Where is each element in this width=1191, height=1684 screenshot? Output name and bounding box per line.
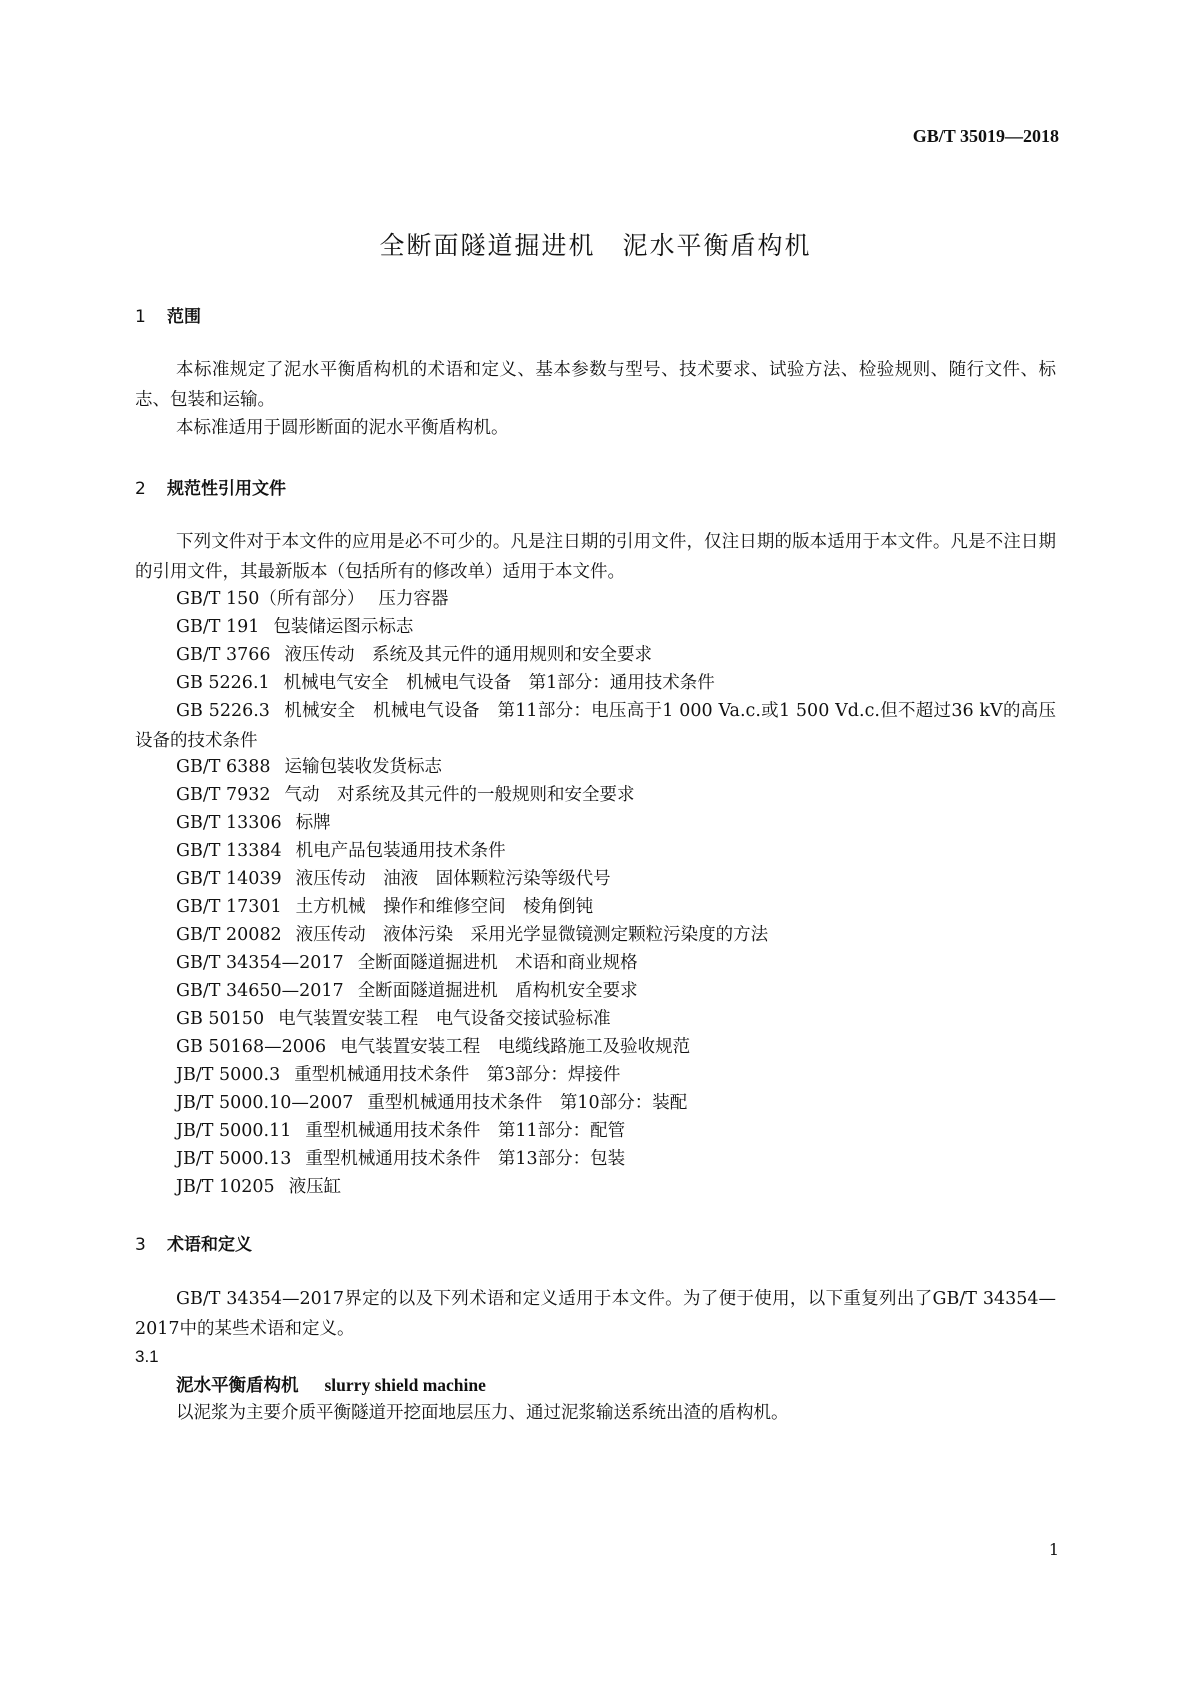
standard-number: GB/T 35019—2018 xyxy=(912,126,1059,146)
reference-title: 压力容器 xyxy=(378,589,449,609)
reference-title: 全断面隧道掘进机 盾构机安全要求 xyxy=(357,981,638,1001)
section-title: 规范性引用文件 xyxy=(167,479,286,499)
reference-code: GB/T 34650—2017 xyxy=(176,981,344,1001)
paragraph: 本标准规定了泥水平衡盾构机的术语和定义、基本参数与型号、技术要求、试验方法、检验规则、随行文件、标志、包装和运输。 xyxy=(135,360,1056,410)
reference-item xyxy=(176,1172,341,1202)
term-number: 3.1 xyxy=(135,1347,159,1366)
reference-code: GB/T 13384 xyxy=(176,841,282,861)
section-heading-normative-references xyxy=(135,474,286,499)
reference-title: 重型机械通用技术条件 第3部分：焊接件 xyxy=(294,1065,621,1085)
reference-title: 重型机械通用技术条件 第10部分：装配 xyxy=(367,1093,688,1113)
reference-item xyxy=(176,1088,687,1118)
term-en: slurry shield machine xyxy=(324,1375,486,1395)
page-number: 1 xyxy=(1048,1540,1059,1559)
reference-code: GB/T 13306 xyxy=(176,813,282,833)
reference-code: GB/T 34354—2017 xyxy=(176,953,344,973)
reference-title: 机械电气安全 机械电气设备 第1部分：通用技术条件 xyxy=(283,673,715,693)
reference-code: GB/T 17301 xyxy=(176,897,282,917)
reference-code: GB/T 7932 xyxy=(176,785,271,805)
reference-item xyxy=(176,668,715,698)
reference-code: GB 5226.1 xyxy=(176,673,270,693)
reference-code: JB/T 5000.13 xyxy=(176,1149,292,1169)
reference-code: GB 50168—2006 xyxy=(176,1037,327,1057)
reference-item xyxy=(176,948,638,978)
reference-item xyxy=(176,836,506,866)
reference-code: JB/T 10205 xyxy=(176,1177,275,1197)
section-number: 2 xyxy=(135,479,146,499)
reference-code: GB/T 6388 xyxy=(176,757,271,777)
reference-title: 包装储运图示标志 xyxy=(273,617,414,637)
section-number: 1 xyxy=(135,307,146,327)
paragraph: 本标准适用于圆形断面的泥水平衡盾构机。 xyxy=(176,418,509,438)
reference-title: 重型机械通用技术条件 第11部分：配管 xyxy=(305,1121,626,1141)
reference-item xyxy=(135,696,1056,756)
reference-code: GB/T 14039 xyxy=(176,869,282,889)
reference-item xyxy=(176,920,768,950)
reference-code: GB/T 3766 xyxy=(176,645,271,665)
reference-title: 全断面隧道掘进机 术语和商业规格 xyxy=(357,953,638,973)
reference-item xyxy=(176,1004,611,1034)
section-title: 术语和定义 xyxy=(167,1235,252,1255)
term-zh: 泥水平衡盾构机 xyxy=(176,1376,299,1396)
reference-code: GB/T 20082 xyxy=(176,925,282,945)
reference-item xyxy=(176,976,638,1006)
reference-title: 电气装置安装工程 电气设备交接试验标准 xyxy=(278,1009,611,1029)
reference-item xyxy=(176,892,593,922)
reference-title: 重型机械通用技术条件 第13部分：包装 xyxy=(305,1149,626,1169)
reference-code: JB/T 5000.11 xyxy=(176,1121,292,1141)
reference-code: GB/T 150（所有部分） xyxy=(176,589,365,609)
term-entry xyxy=(176,1372,486,1397)
reference-item xyxy=(176,1032,690,1062)
reference-title: 液压传动 液体污染 采用光学显微镜测定颗粒污染度的方法 xyxy=(295,925,769,945)
reference-item xyxy=(176,752,442,782)
paragraph: GB/T 34354—2017界定的以及下列术语和定义适用于本文件。为了便于使用，以下重复列出了GB/T 34354—2017中的某些术语和定义。 xyxy=(135,1289,1056,1339)
reference-title: 机械安全 机械电气设备 第11部分：电压高于1 000 Va.c.或1 500 Vd.c.但不超过36 kV的高压设备的技术条件 xyxy=(135,701,1056,751)
reference-code: JB/T 5000.3 xyxy=(176,1065,281,1085)
reference-code: GB 5226.3 xyxy=(176,701,270,721)
reference-title: 液压缸 xyxy=(288,1177,342,1197)
section-heading-terms-definitions xyxy=(135,1230,252,1255)
reference-item xyxy=(176,584,448,614)
reference-title: 液压传动 油液 固体颗粒污染等级代号 xyxy=(295,869,611,889)
reference-title: 电气装置安装工程 电缆线路施工及验收规范 xyxy=(340,1037,691,1057)
section-heading-scope xyxy=(135,302,201,327)
reference-code: GB 50150 xyxy=(176,1009,265,1029)
reference-title: 运输包装收发货标志 xyxy=(284,757,443,777)
reference-item xyxy=(176,640,652,670)
reference-code: GB/T 191 xyxy=(176,617,260,637)
section-number: 3 xyxy=(135,1235,146,1255)
reference-item xyxy=(176,780,635,810)
reference-item xyxy=(176,808,331,838)
reference-title: 土方机械 操作和维修空间 棱角倒钝 xyxy=(295,897,594,917)
reference-item xyxy=(176,612,413,642)
reference-item xyxy=(176,1060,620,1090)
section-title: 范围 xyxy=(167,307,201,327)
reference-title: 标牌 xyxy=(295,813,331,833)
term-definition: 以泥浆为主要介质平衡隧道开挖面地层压力、通过泥浆输送系统出渣的盾构机。 xyxy=(176,1403,789,1423)
reference-item xyxy=(176,1144,625,1174)
reference-title: 气动 对系统及其元件的一般规则和安全要求 xyxy=(284,785,635,805)
reference-title: 机电产品包装通用技术条件 xyxy=(295,841,506,861)
reference-item xyxy=(176,864,611,894)
reference-code: JB/T 5000.10—2007 xyxy=(176,1093,354,1113)
reference-item xyxy=(176,1116,625,1146)
document-title: 全断面隧道掘进机 泥水平衡盾构机 xyxy=(379,231,812,260)
reference-title: 液压传动 系统及其元件的通用规则和安全要求 xyxy=(284,645,653,665)
paragraph: 下列文件对于本文件的应用是必不可少的。凡是注日期的引用文件，仅注日期的版本适用于本文件。凡是不注日期的引用文件，其最新版本（包括所有的修改单）适用于本文件。 xyxy=(135,532,1056,582)
